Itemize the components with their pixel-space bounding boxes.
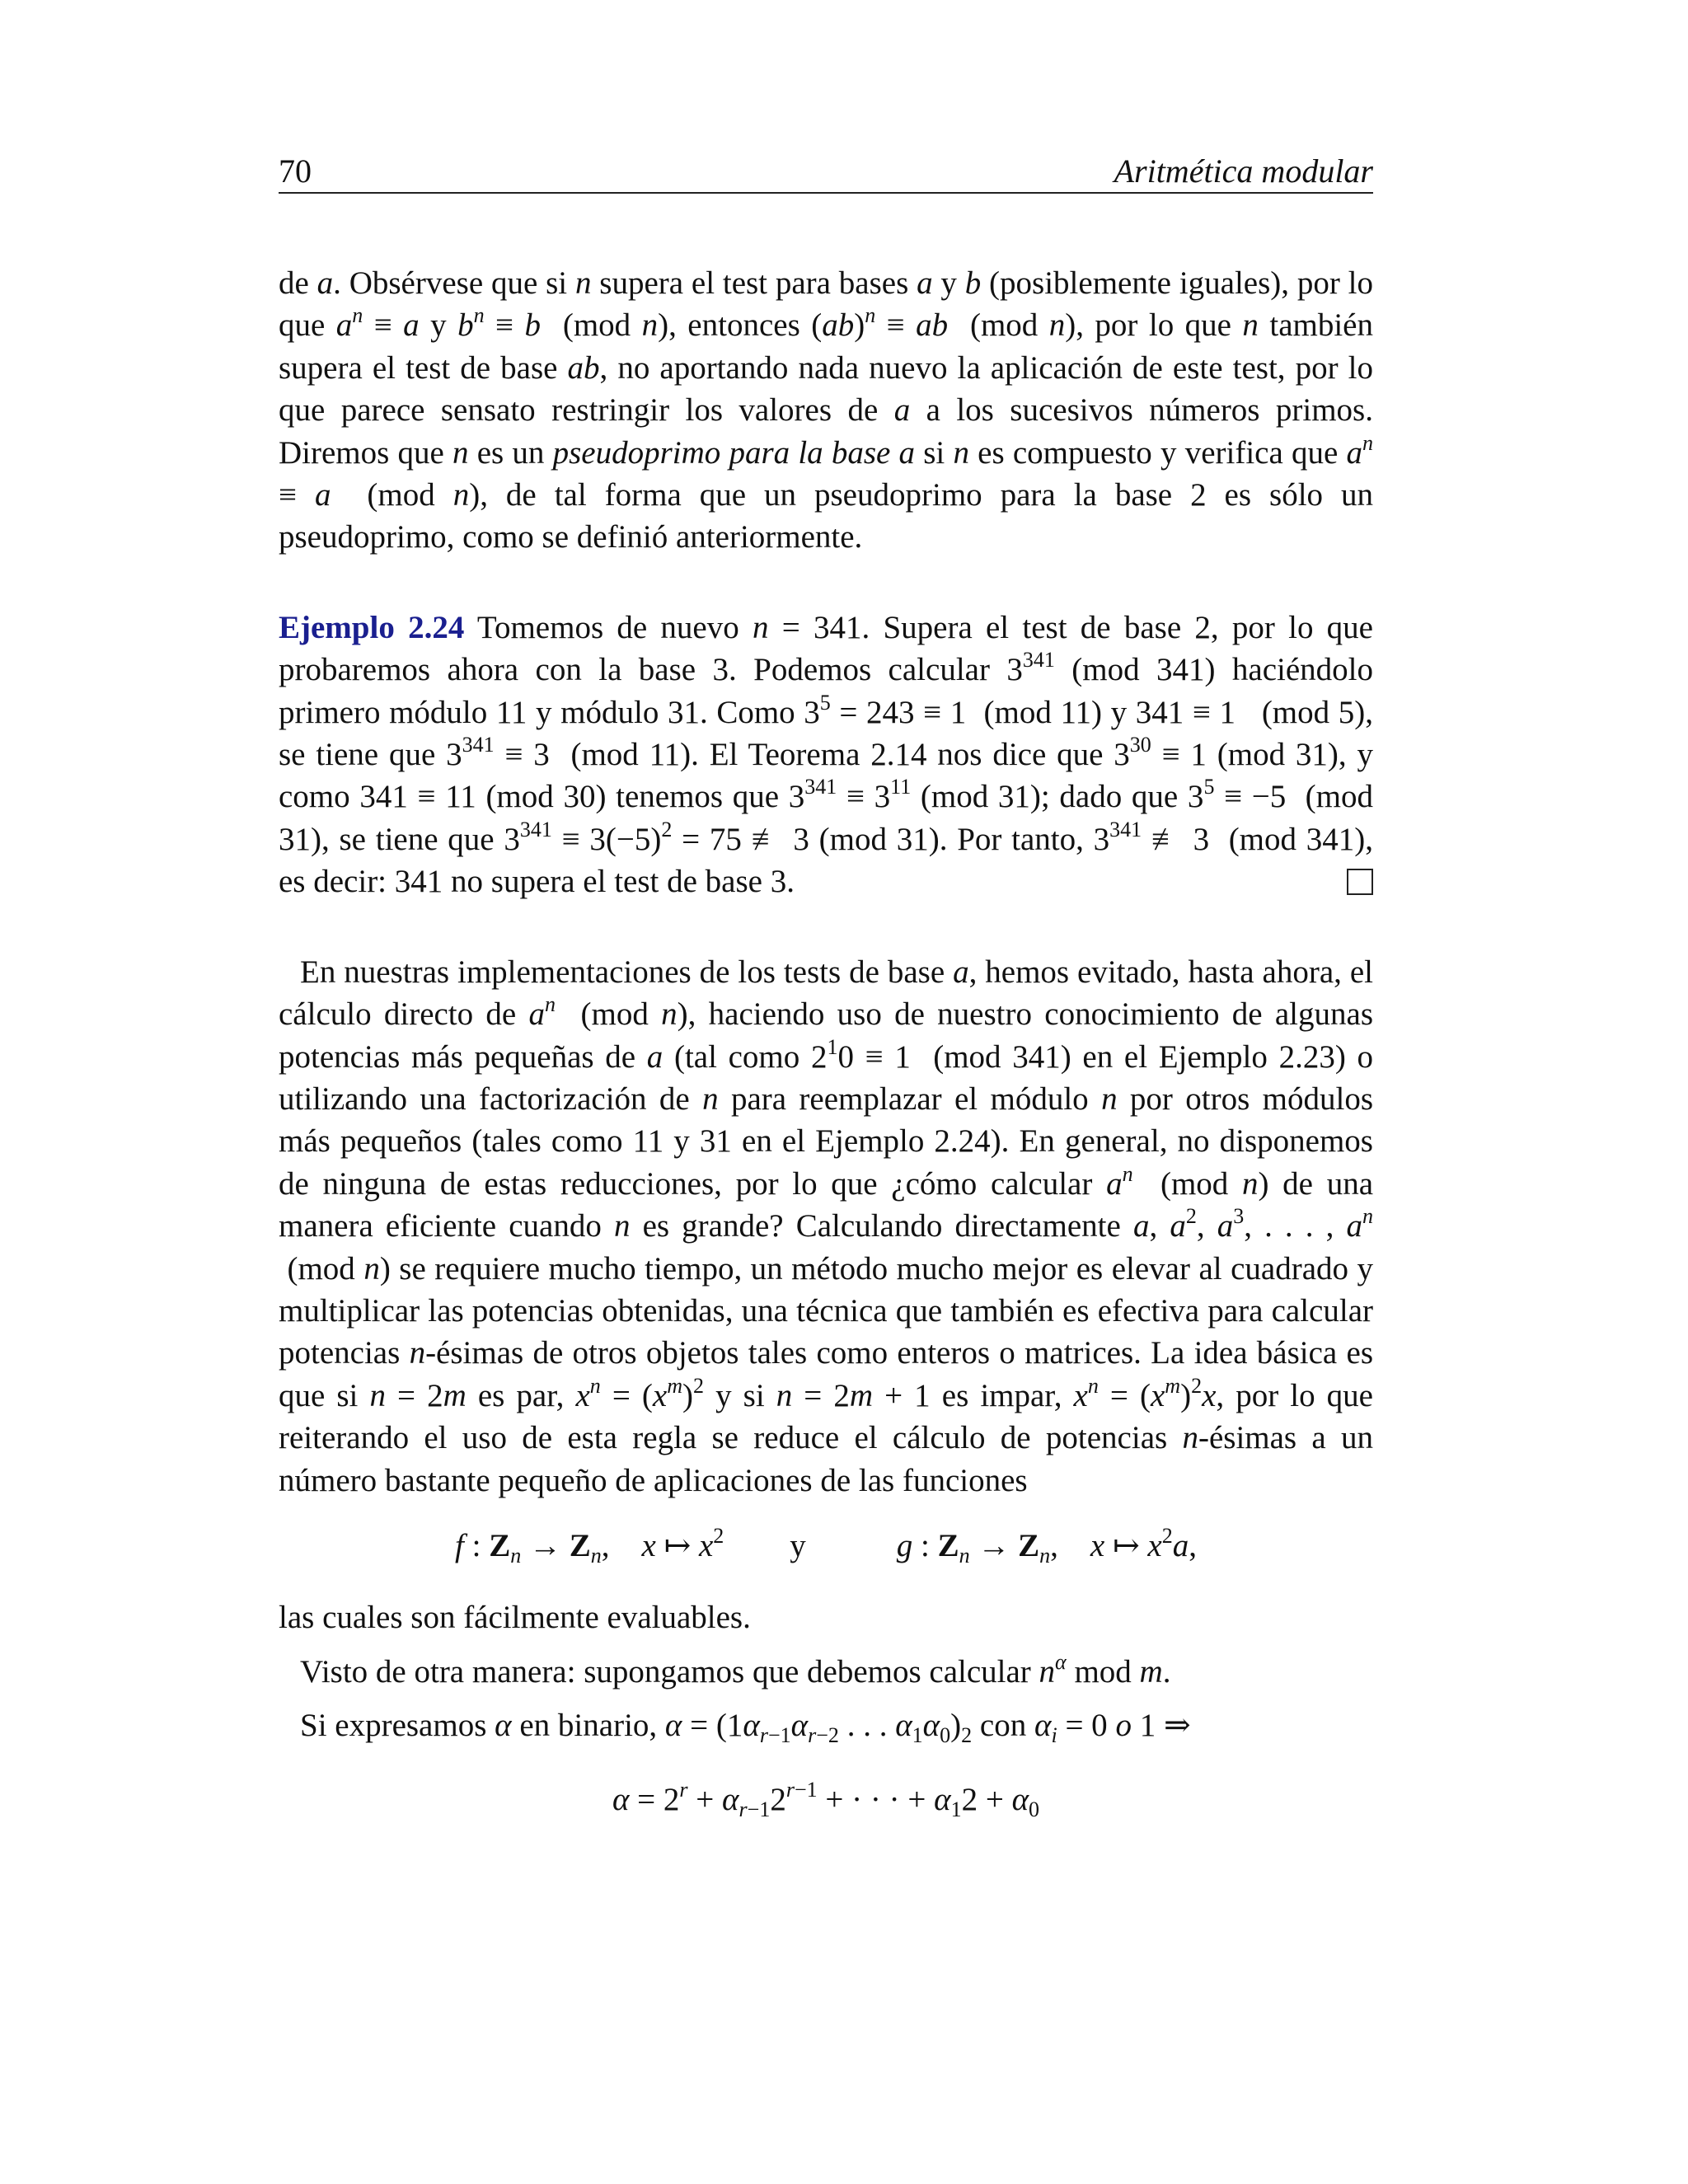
line2-start-text: Si expresamos	[300, 1708, 487, 1744]
line2-mid-text: en binario,	[519, 1708, 658, 1744]
line-binary-expansion: Si expresamos α en binario, $\alpha = (1\alpha_{r-1}\alpha_{r-2}$ . . . $\alpha_1\alpha_0)_2$ con $\alpha_i = 0$ o 1 ⇒	[300, 1708, 1191, 1748]
display-conjunction: y	[790, 1527, 806, 1563]
display-equation-functions: f : $Z_n \to Z_n$, x ↦ $x^2$ y g : $Z_n \to Z_n$, x ↦ $x^2a$,	[455, 1523, 1197, 1568]
qed-box-icon	[1347, 869, 1373, 895]
paragraph-fast-exponentiation: En nuestras implementaciones de los tests de base a, hemos evitado, hasta ahora, el cálculo directo de $a^n$ (mod n), haciendo uso de nuestro conocimiento de algunas potencias más pequeñas de a (tal como $2^10 \equiv 1$ (mod 341) en el Ejemplo 2.23) o utilizando una factorización de n para reemplazar el módulo n por otros módulos más pequeños (tales como 11 y 31 en el Ejemplo 2.24). En general, no disponemos de ninguna de estas reducciones, por lo que ¿cómo calcular $a^n$ (mod n) de una manera eficiente cuando n es grande? Calculando directamente a, $a^2$, $a^3$, . . . , $a^n$ (mod n) se requiere mucho tiempo, un método mucho mejor es elevar al cuadrado y multiplicar las potencias obtenidas, una técnica que también es efectiva para calcular potencias n-ésimas de otros objetos tales como enteros o matrices. La idea básica es que si n = 2m es par, $x^n = (x^m)^2$ y si n = 2m + 1 es impar, $x^n = (x^m)^2x$, por lo que reiterando el uso de esta regla se reduce el cálculo de potencias n-ésimas a un número bastante pequeño de aplicaciones de las funciones	[279, 954, 1374, 1498]
running-title: Aritmética modular	[1114, 152, 1373, 190]
line-binary-view: Visto de otra manera: supongamos que debemos calcular $n^\alpha$ mod m.	[300, 1649, 1171, 1690]
page-body	[279, 262, 1373, 1821]
display-equation-alpha: $\alpha = 2^r + \alpha_{r-1}2^{r-1}$ + · · · + $\alpha_12 + \alpha_0$	[612, 1777, 1040, 1821]
running-header	[279, 151, 1373, 194]
paragraph-pseudoprime-definition: de a. Obsérvese que si n supera el test para bases a y b (posiblemente iguales), por lo que $a^n \equiv a$ y $b^n \equiv b$ (mod n), entonces (ab)$^n$ ≡ ab (mod n), por lo que n también supera el test de base ab, no aportando nada nuevo la aplicación de este test, por lo que parece sensato restringir los valores de a a los sucesivos números primos. Diremos que n es un pseudoprimo para la base a si n es compuesto y verifica que $a^n \equiv a$ (mod n), de tal forma que un pseudoprimo para la base 2 es sólo un pseudoprimo, como se definió anteriormente.	[279, 265, 1374, 555]
example-2-24: Ejemplo 2.24 Tomemos de nuevo n = 341. Supera el test de base 2, por lo que probaremos ahora con la base 3. Podemos calcular $3^{341}$ (mod 341) haciéndolo primero módulo 11 y módulo 31. Como $3^5 = 243 \equiv 1$ (mod 11) y 341 ≡ 1 (mod 5), se tiene que $3^{341} \equiv 3$ (mod 11). El Teorema 2.14 nos dice que $3^{30} \equiv 1$ (mod 31), y como 341 ≡ 11 (mod 30) tenemos que $3^{341} \equiv 3^{11}$ (mod 31); dado que $3^5 \equiv -5$ (mod 31), se tiene que $3^{341} \equiv 3(-5)^2 = 75$ ≢ 3 (mod 31). Por tanto, $3^{341}$ ≢ 3 (mod 341), es decir: 341 no supera el test de base 3.	[279, 609, 1374, 900]
page-number: 70	[279, 152, 312, 190]
line1-text: Visto de otra manera: supongamos que debemos calcular	[300, 1653, 1031, 1690]
example-label: Ejemplo 2.24	[279, 609, 465, 645]
paragraph-evaluable: las cuales son fácilmente evaluables.	[279, 1600, 751, 1636]
